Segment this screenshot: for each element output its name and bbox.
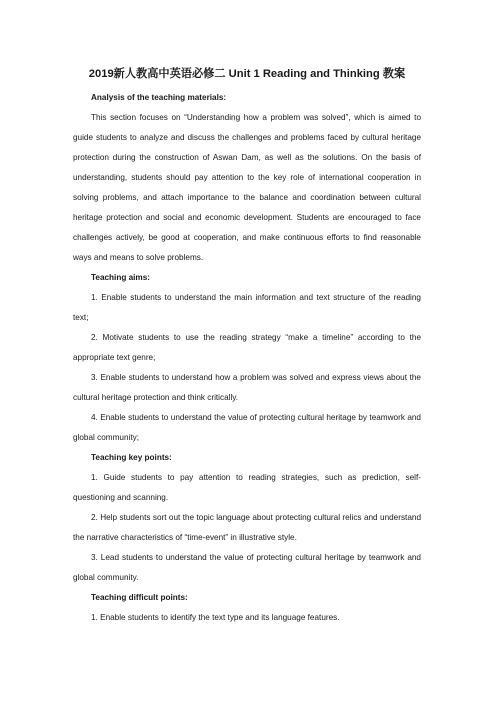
teaching-aim-item: 1. Enable students to understand the main information and text structure of the reading text; (73, 293, 421, 322)
document-page (73, 66, 421, 628)
analysis-paragraph: This section focuses on “Understanding how a problem was solved”, which is aimed to guide students to analyze and discuss the challenges and problems faced by cultural heritage protection during the construction of Aswan Dam, as well as the solutions. On the basis of understanding, students should pay attention to the key role of international cooperation in solving problems, and attach importance to the balance and coordination between cultural heritage protection and social and economic development. Students are encouraged to face challenges actively, be good at cooperation, and make continuous efforts to find reasonable ways and means to solve problems. (73, 113, 421, 262)
analysis-heading: Analysis of the teaching materials: (91, 93, 227, 102)
difficult-points-heading: Teaching difficult points: (91, 593, 188, 602)
key-point-item: 3. Lead students to understand the value of protecting cultural heritage by teamwork and global community. (73, 553, 421, 582)
document-title: 2019新人教高中英语必修二 Unit 1 Reading and Thinking 教案 (88, 68, 406, 80)
teaching-aim-item: 2. Motivate students to use the reading strategy “make a timeline” according to the appropriate text genre; (73, 333, 421, 362)
key-point-item: 1. Guide students to pay attention to reading strategies, such as prediction, self-questioning and scanning. (73, 473, 421, 502)
teaching-aims-heading: Teaching aims: (91, 273, 150, 282)
difficult-point-item: 1. Enable students to identify the text type and its language features. (91, 613, 340, 622)
teaching-aim-item: 4. Enable students to understand the value of protecting cultural heritage by teamwork and global community; (73, 413, 421, 442)
key-point-item: 2. Help students sort out the topic language about protecting cultural relics and understand the narrative characteristics of “time-event” in illustrative style. (73, 513, 421, 542)
teaching-aim-item: 3. Enable students to understand how a problem was solved and express views about the cultural heritage protection and think critically. (73, 373, 421, 402)
key-points-heading: Teaching key points: (91, 453, 172, 462)
